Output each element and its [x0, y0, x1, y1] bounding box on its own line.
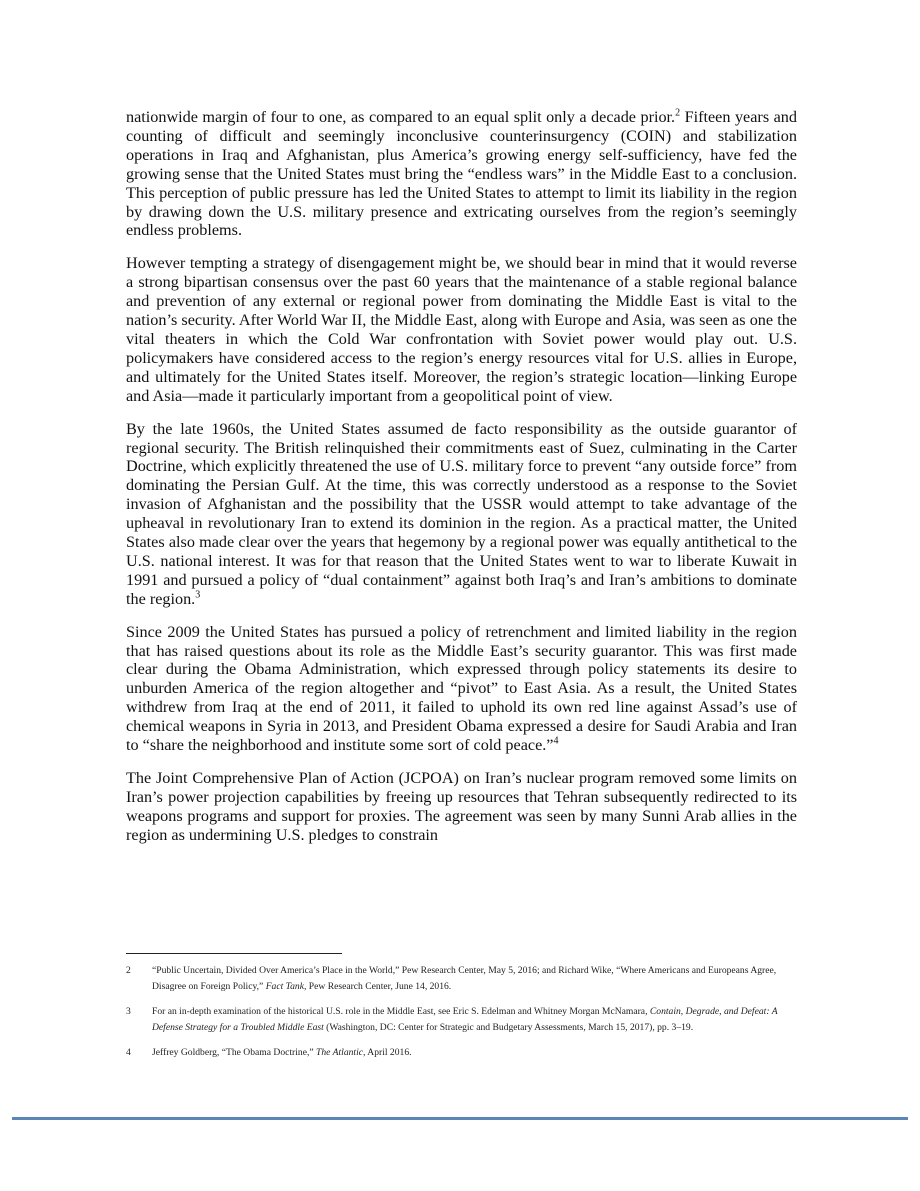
footnote-text-part: (Washington, DC: Center for Strategic and Budgetary Assessments, March 15, 2017), pp. 3–19.: [323, 1021, 694, 1033]
footnote-number: 2: [126, 965, 131, 976]
footnote-3: [126, 1004, 797, 1035]
footnote-ref-2[interactable]: 2: [675, 107, 681, 119]
paragraph-1-text: nationwide margin of four to one, as compared to an equal split only a decade prior.: [126, 108, 676, 126]
footnote-number: 3: [126, 1006, 131, 1017]
footnote-text: [152, 963, 797, 994]
footnote-text-part: For an in-depth examination of the historical U.S. role in the Middle East, see Eric S. Edelman and Whitney Morgan McNamara,: [152, 1006, 650, 1017]
paragraph-5-text: The Joint Comprehensive Plan of Action (JCPOA) on Iran’s nuclear program removed some limits on Iran’s power projection capabilities by freeing up resources that Tehran subsequently redirected to its weapons programs and support for proxies. The agreement was seen by many Sunni Arab allies in the region as undermining U.S. pledges to constrain: [126, 769, 797, 844]
page-bottom-rule: [12, 1117, 908, 1120]
footnote-text-italic: Contain, Degrade, and Defeat: A Defense Strategy for a Troubled Middle East: [152, 1006, 778, 1033]
paragraph-3-text: By the late 1960s, the United States assumed de facto responsibility as the outside guarantor of regional security. The British relinquished their commitments east of Suez, culminating in the Carter Doctrine, which explicitly threatened the use of U.S. military force to prevent “any outside force” from dominating the Persian Gulf. At the time, this was correctly understood as a response to the Soviet invasion of Afghanistan and the possibility that the USSR would attempt to take advantage of the upheaval in revolutionary Iran to extend its dominion in the region. As a practical matter, the United States also made clear over the years that hegemony by a regional power was equally antithetical to the U.S. national interest. It was for that reason that the United States went to war to liberate Kuwait in 1991 and pursued a policy of “dual containment” against both Iraq’s and Iran’s ambitions to dominate the region.: [126, 419, 797, 608]
footnote-text-part: Jeffrey Goldberg, “The Obama Doctrine,”: [152, 1047, 317, 1058]
footnote-separator: [126, 953, 342, 954]
footnote-text-part: , Pew Research Center, June 14, 2016.: [303, 980, 452, 992]
footnote-text-part: , April 2016.: [363, 1047, 412, 1058]
footnote-text-italic: The Atlantic: [316, 1047, 364, 1058]
footnote-text: [152, 1004, 797, 1035]
footnote-text: [152, 1045, 797, 1061]
footnotes: [126, 963, 797, 1071]
footnote-ref-3[interactable]: 3: [195, 589, 201, 601]
paragraph-4: [126, 623, 797, 755]
body-text: [126, 108, 797, 859]
paragraph-5: [126, 769, 797, 845]
footnote-2: [126, 963, 797, 994]
footnote-ref-4[interactable]: 4: [553, 735, 559, 747]
paragraph-1-tail: Fifteen years and counting of difficult and seemingly inconclusive counterinsurgency (COIN) and stabilization operations in Iraq and Afghanistan, plus America’s growing energy self-sufficiency, have fed the growing sense that the United States must bring the “endless wars” in the Middle East to a conclusion. This perception of public pressure has led the United States to attempt to limit its liability in the region by drawing down the U.S. military presence and extricating ourselves from the region’s seemingly endless problems.: [126, 108, 797, 240]
footnote-number: 4: [126, 1047, 131, 1058]
footnote-4: [126, 1045, 797, 1061]
paragraph-1: [126, 108, 797, 240]
footnote-text-italic: Fact Tank: [265, 980, 304, 992]
paragraph-2: [126, 254, 797, 405]
footnote-text-part: “Public Uncertain, Divided Over America’s Place in the World,” Pew Research Center, May 5, 2016; and Richard Wike, “Where Americans and Europeans Agree, Disagree on Foreign Policy,”: [152, 965, 777, 992]
paragraph-2-text: However tempting a strategy of disengagement might be, we should bear in mind that it would reverse a strong bipartisan consensus over the past 60 years that the maintenance of a stable regional balance and prevention of any external or regional power from dominating the Middle East is vital to the nation’s security. After World War II, the Middle East, along with Europe and Asia, was seen as one the vital theaters in which the Cold War confrontation with Soviet power would play out. U.S. policymakers have considered access to the region’s energy resources vital for U.S. allies in Europe, and ultimately for the United States itself. Moreover, the region’s strategic location—linking Europe and Asia—made it particularly important from a geopolitical point of view.: [126, 254, 797, 405]
paragraph-4-text: Since 2009 the United States has pursued a policy of retrenchment and limited liability in the region that has raised questions about its role as the Middle East’s security guarantor. This was first made clear during the Obama Administration, which expressed through policy statements its desire to unburden America of the region altogether and “pivot” to East Asia. As a result, the United States withdrew from Iraq at the end of 2011, it failed to uphold its own red line against Assad’s use of chemical weapons in Syria in 2013, and President Obama expressed a desire for Saudi Arabia and Iran to “share the neighborhood and institute some sort of cold peace.”: [126, 622, 797, 755]
paragraph-3: [126, 420, 797, 609]
